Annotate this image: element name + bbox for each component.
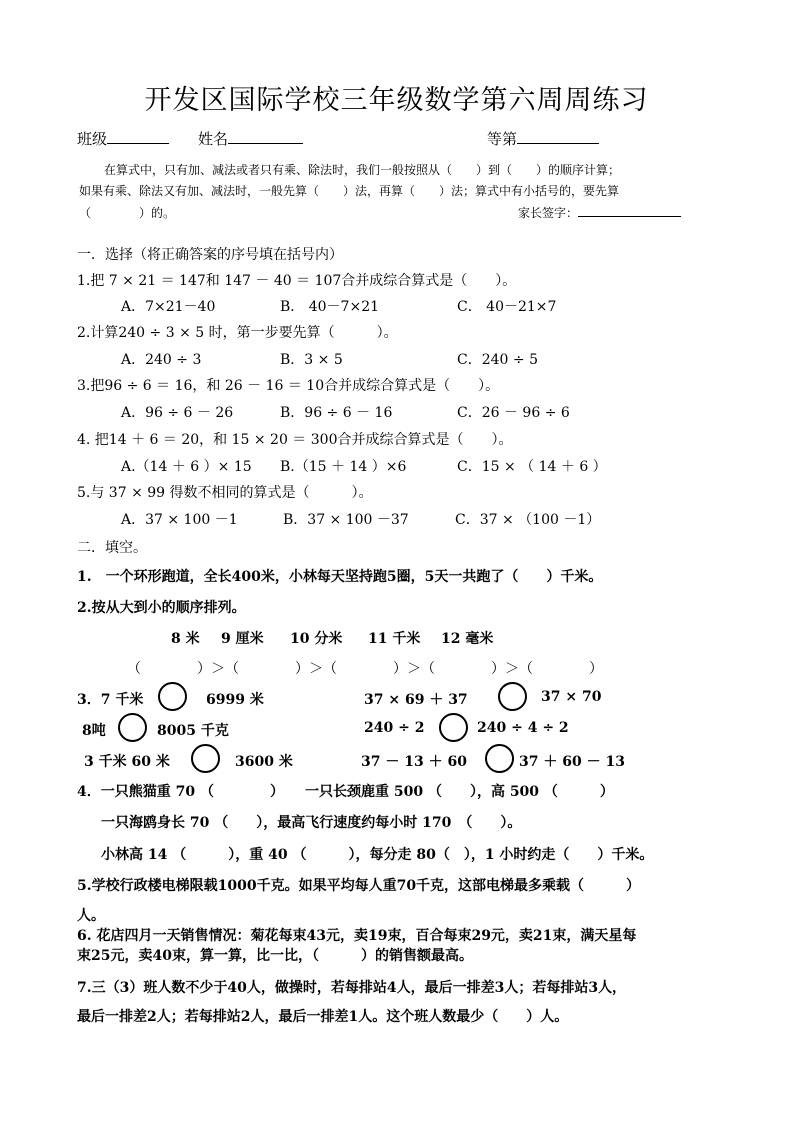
rank-label: 等第 <box>487 130 518 148</box>
choice-2-option-b[interactable]: B．3 × 5 <box>280 352 343 368</box>
fill-question-7-line-1: 7.三（3）班人数不少于40人，做操时，若每排站4人，最后一排差3人；若每排站3人， <box>77 980 627 996</box>
name-field[interactable] <box>198 128 303 149</box>
compare-3-left: 8吨 <box>82 723 106 739</box>
order-answer-line[interactable]: （ ）＞（ ）＞（ ）＞（ ）＞（ ） <box>127 661 603 677</box>
class-blank[interactable] <box>107 129 169 144</box>
class-field[interactable] <box>77 128 169 149</box>
compare-1-left: 3．7 千米 <box>77 692 144 708</box>
choice-5-option-c[interactable]: C．37 × （100 －1） <box>455 512 601 528</box>
compare-3-circle[interactable] <box>118 713 147 742</box>
choice-3-option-b[interactable]: B．96 ÷ 6 － 16 <box>280 405 393 421</box>
intro-line-3: （ ）的。 <box>79 206 176 220</box>
compare-1-circle[interactable] <box>158 682 187 711</box>
choice-4-option-a[interactable]: A.（14 ＋ 6 ）× 15 <box>121 459 252 475</box>
section1-heading: 一．选择（将正确答案的序号填在括号内） <box>77 247 343 263</box>
choice-2-option-c[interactable]: C．240 ÷ 5 <box>457 352 538 368</box>
compare-1-right: 6999 米 <box>206 692 264 708</box>
compare-2-left: 37 × 69 ＋ 37 <box>364 692 468 708</box>
choice-3-option-c[interactable]: C．26 － 96 ÷ 6 <box>457 405 570 421</box>
fill-question-4-line-2: 一只海鸥身长 70 （ ），最高飞行速度约每小时 170 （ ）。 <box>101 815 522 831</box>
fill-question-6-line-2: 束25元，卖40束，算一算，比一比，（ ）的销售额最高。 <box>77 948 473 964</box>
name-label: 姓名 <box>198 130 229 148</box>
compare-6-circle[interactable] <box>485 744 514 773</box>
choice-1-option-a[interactable]: A．7×21－40 <box>121 299 216 315</box>
choice-question-4: 4. 把14 ＋ 6 ＝ 20，和 15 × 20 ＝ 300合并成综合算式是（ ）。 <box>77 432 513 448</box>
fill-question-4-line-3: 小林高 14 （ ），重 40 （ ），每分走 80（ ），1 小时约走（ ）千米。 <box>101 847 654 863</box>
fill-question-5-line-2: 人。 <box>77 908 105 924</box>
choice-question-1: 1.把 7 × 21 ＝ 147和 147 － 40 ＝ 107合并成综合算式是（ ）。 <box>77 273 517 289</box>
section2-heading: 二．填空。 <box>77 540 147 556</box>
choice-question-3: 3.把96 ÷ 6 ＝ 16，和 26 － 16 ＝ 10合并成综合算式是（ ）。 <box>77 378 500 394</box>
parent-signature-label: 家长签字： <box>518 206 579 220</box>
fill-question-7-line-2: 最后一排差2人；若每排站2人，最后一排差1人。这个班人数最少（ ）人。 <box>77 1009 569 1025</box>
compare-2-circle[interactable] <box>498 682 527 711</box>
compare-5-left: 3 千米 60 米 <box>84 754 170 770</box>
choice-question-5: 5.与 37 × 99 得数不相同的算式是（ ）。 <box>77 485 373 501</box>
choice-3-option-a[interactable]: A．96 ÷ 6 － 26 <box>121 405 234 421</box>
choice-4-option-c[interactable]: C．15 × （ 14 ＋ 6 ） <box>457 459 607 475</box>
parent-signature-blank[interactable] <box>578 204 681 217</box>
order-item-3: 10 分米 <box>290 631 343 647</box>
compare-5-circle[interactable] <box>191 744 220 773</box>
fill-question-2: 2.按从大到小的顺序排列。 <box>77 600 246 616</box>
choice-5-option-b[interactable]: B．37 × 100 －37 <box>283 512 409 528</box>
order-item-4: 11 千米 <box>368 631 421 647</box>
compare-4-left: 240 ÷ 2 <box>364 720 425 736</box>
fill-question-5-line-1: 5.学校行政楼电梯限载1000千克。如果平均每人重70千克，这部电梯最多乘载（ ） <box>77 878 641 894</box>
rank-field[interactable] <box>487 128 599 149</box>
choice-question-2: 2.计算240 ÷ 3 × 5 时，第一步要先算（ ）。 <box>77 325 398 341</box>
rank-blank[interactable] <box>517 129 599 144</box>
class-label: 班级 <box>77 130 108 148</box>
order-item-5: 12 毫米 <box>441 631 494 647</box>
choice-5-option-a[interactable]: A．37 × 100 －1 <box>121 512 238 528</box>
intro-line-1: 在算式中，只有加、减法或者只有乘、除法时，我们一般按照从（ ）到（ ）的顺序计算； <box>104 163 621 177</box>
compare-6-left: 37 － 13 ＋ 60 <box>361 754 467 770</box>
choice-1-option-b[interactable]: B． 40－7×21 <box>280 299 380 315</box>
choice-1-option-c[interactable]: C． 40－21×7 <box>457 299 557 315</box>
fill-question-6-line-1: 6. 花店四月一天销售情况：菊花每束43元，卖19束，百合每束29元，卖21束，满天星每 <box>77 928 637 944</box>
compare-4-right: 240 ÷ 4 ÷ 2 <box>477 720 569 736</box>
order-item-2: 9 厘米 <box>221 631 264 647</box>
fill-question-1: 1. 一个环形跑道，全长400米，小林每天坚持跑5圈，5天一共跑了（ ）千米。 <box>77 569 603 585</box>
page-title: 开发区国际学校三年级数学第六周周练习 <box>144 85 649 116</box>
compare-3-right: 8005 千克 <box>157 723 229 739</box>
parent-signature-field[interactable] <box>518 204 681 221</box>
compare-4-circle[interactable] <box>439 713 468 742</box>
compare-6-right: 37 ＋ 60 － 13 <box>519 754 625 770</box>
compare-5-right: 3600 米 <box>235 754 293 770</box>
name-blank[interactable] <box>228 129 303 144</box>
fill-question-4-line-1: 4．一只熊猫重 70 （ ） 一只长颈鹿重 500 （ ），高 500 （ ） <box>77 784 614 800</box>
choice-2-option-a[interactable]: A．240 ÷ 3 <box>121 352 202 368</box>
choice-4-option-b[interactable]: B.（15 ＋ 14 ）×6 <box>280 459 407 475</box>
order-item-1: 8 米 <box>171 631 200 647</box>
intro-line-2: 如果有乘、除法又有加、减法时，一般先算（ ）法，再算（ ）法；算式中有小括号的，要先算 <box>79 184 620 198</box>
compare-2-right: 37 × 70 <box>541 689 602 705</box>
